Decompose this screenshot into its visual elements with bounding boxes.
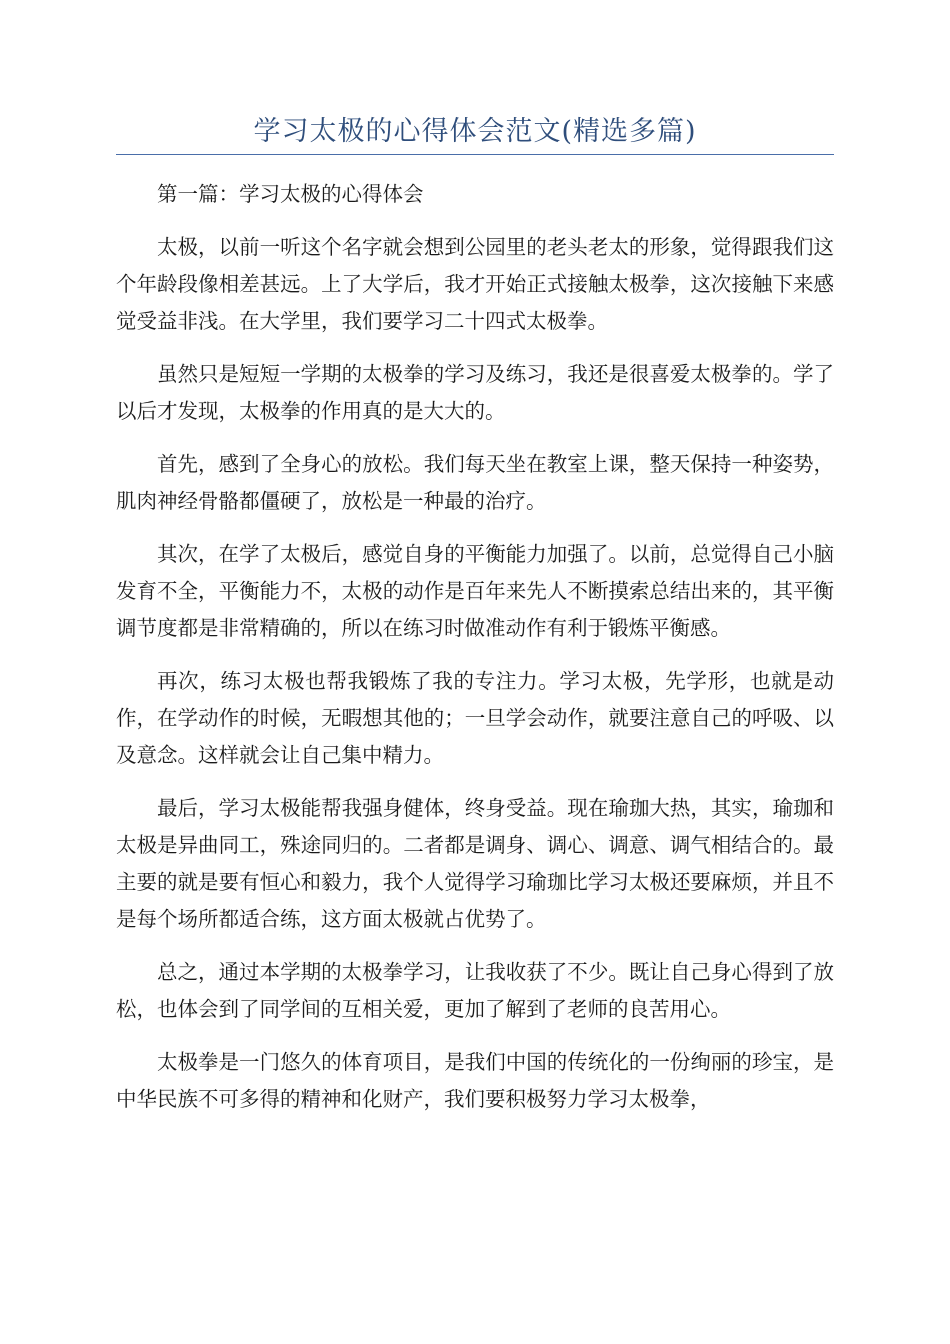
paragraph: 再次，练习太极也帮我锻炼了我的专注力。学习太极，先学形，也就是动作，在学动作的时候，无暇想其他的；一旦学会动作，就要注意自己的呼吸、以及意念。这样就会让自己集中精力。 — [116, 668, 834, 768]
paragraph: 最后，学习太极能帮我强身健体，终身受益。现在瑜珈大热，其实，瑜珈和太极是异曲同工，殊途同归的。二者都是调身、调心、调意、调气相结合的。最主要的就是要有恒心和毅力，我个人觉得学习瑜珈比学习太极还要麻烦，并且不是每个场所都适合练，这方面太极就占优势了。 — [116, 795, 834, 932]
title-underline — [116, 154, 834, 155]
section-heading: 第一篇：学习太极的心得体会 — [157, 182, 424, 206]
paragraph: 首先，感到了全身心的放松。我们每天坐在教室上课，整天保持一种姿势，肌肉神经骨骼都僵硬了，放松是一种最的治疗。 — [116, 451, 834, 513]
document-body — [116, 176, 834, 1134]
document-title: 学习太极的心得体会范文(精选多篇) — [253, 116, 697, 147]
paragraph: 其次，在学了太极后，感觉自身的平衡能力加强了。以前，总觉得自己小脑发育不全，平衡能力不，太极的动作是百年来先人不断摸索总结出来的，其平衡调节度都是非常精确的，所以在练习时做准动作有利于锻炼平衡感。 — [116, 541, 834, 641]
paragraph: 总之，通过本学期的太极拳学习，让我收获了不少。既让自己身心得到了放松，也体会到了同学间的互相关爱，更加了解到了老师的良苦用心。 — [116, 960, 834, 1022]
paragraph: 虽然只是短短一学期的太极拳的学习及练习，我还是很喜爱太极拳的。学了以后才发现，太极拳的作用真的是大大的。 — [116, 361, 834, 424]
paragraph: 太极拳是一门悠久的体育项目，是我们中国的传统化的一份绚丽的珍宝，是中华民族不可多得的精神和化财产，我们要积极努力学习太极拳， — [116, 1050, 834, 1112]
paragraph: 太极，以前一听这个名字就会想到公园里的老头老太的形象，觉得跟我们这个年龄段像相差甚远。上了大学后，我才开始正式接触太极拳，这次接触下来感觉受益非浅。在大学里，我们要学习二十四式太极拳。 — [116, 234, 834, 334]
